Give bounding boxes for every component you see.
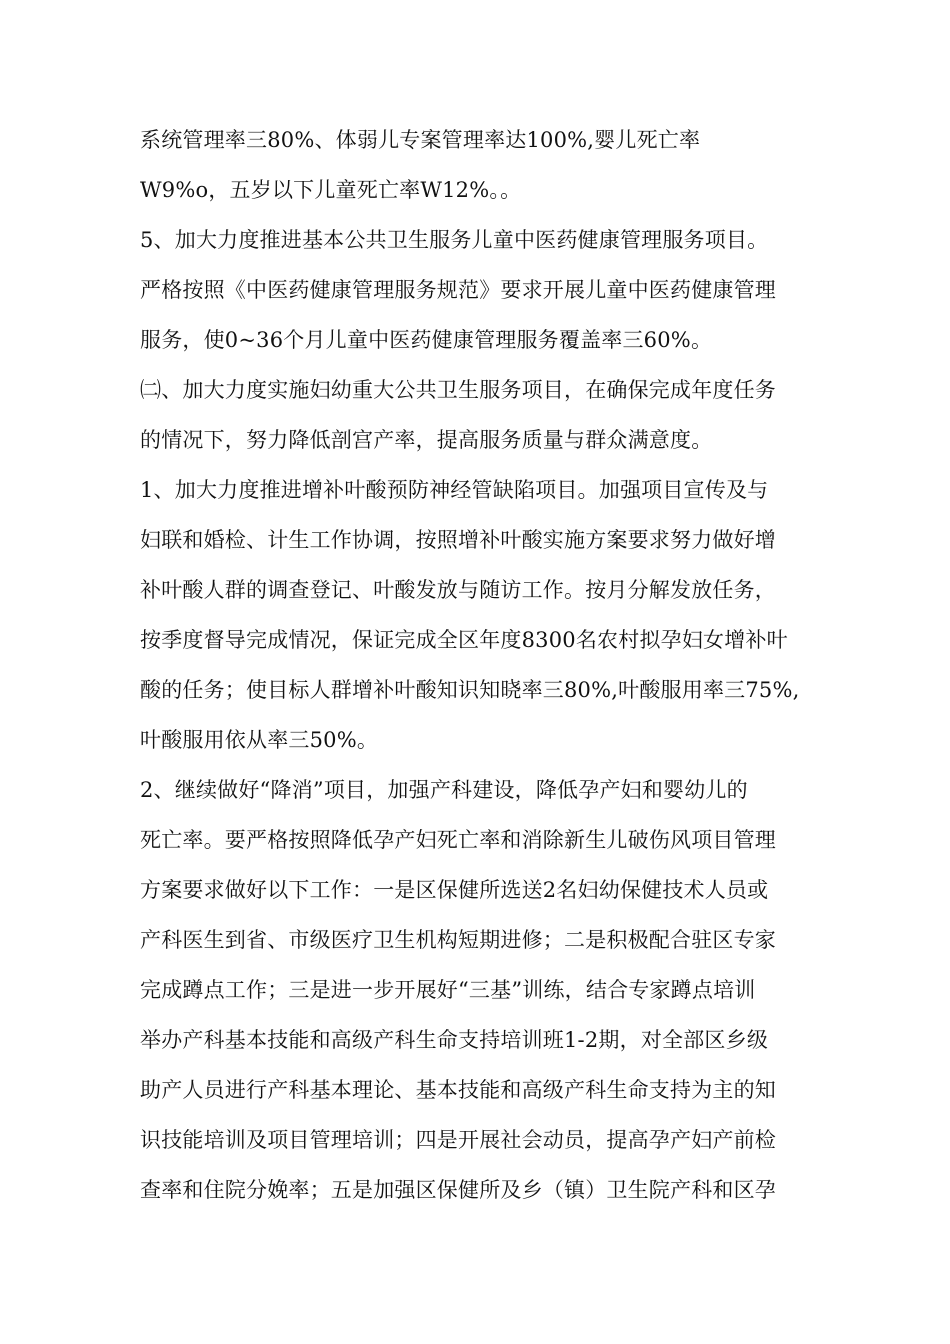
text-line-20: 助产人员进行产科基本理论、基本技能和高级产科生命支持为主的知 [140,1078,776,1102]
text-line-9: 妇联和婚检、计生工作协调，按照增补叶酸实施方案要求努力做好增 [140,528,776,552]
text-line-18: 完成蹲点工作；三是进一步开展好“三基”训练，结合专家蹲点培训 [140,978,756,1002]
text-line-4: 严格按照《中医药健康管理服务规范》要求开展儿童中医药健康管理 [140,278,776,302]
text-line-10: 补叶酸人群的调查登记、叶酸发放与随访工作。按月分解发放任务， [140,578,776,602]
text-line-6: ㈡、加大力度实施妇幼重大公共卫生服务项目，在确保完成年度任务 [140,378,776,402]
text-line-16: 方案要求做好以下工作：一是区保健所选送2名妇幼保健技术人员或 [140,878,769,902]
text-line-1: 系统管理率三80%、体弱儿专案管理率达100%,婴儿死亡率 [140,128,701,152]
text-line-22: 查率和住院分娩率；五是加强区保健所及乡（镇）卫生院产科和区孕 [140,1178,776,1202]
text-line-2: W9%o，五岁以下儿童死亡率W12%。。 [140,178,522,202]
text-line-3: 5、加大力度推进基本公共卫生服务儿童中医药健康管理服务项目。 [140,228,769,252]
text-line-15: 死亡率。要严格按照降低孕产妇死亡率和消除新生儿破伤风项目管理 [140,828,776,852]
text-line-21: 识技能培训及项目管理培训；四是开展社会动员，提高孕产妇产前检 [140,1128,776,1152]
text-line-11: 按季度督导完成情况，保证完成全区年度8300名农村拟孕妇女增补叶 [140,628,788,652]
text-line-19: 举办产科基本技能和高级产科生命支持培训班1-2期，对全部区乡级 [140,1028,769,1052]
text-line-13: 叶酸服用依从率三50%。 [140,728,379,752]
text-line-14: 2、继续做好“降消”项目，加强产科建设，降低孕产妇和婴幼儿的 [140,778,748,802]
text-line-7: 的情况下，努力降低剖宫产率，提高服务质量与群众满意度。 [140,428,713,452]
text-line-8: 1、加大力度推进增补叶酸预防神经管缺陷项目。加强项目宣传及与 [140,478,769,502]
text-line-5: 服务，使0~36个月儿童中医药健康管理服务覆盖率三60%。 [140,328,713,352]
text-line-17: 产科医生到省、市级医疗卫生机构短期进修；二是积极配合驻区专家 [140,928,776,952]
text-line-12: 酸的任务；使目标人群增补叶酸知识知晓率三80%,叶酸服用率三75%, [140,678,800,702]
